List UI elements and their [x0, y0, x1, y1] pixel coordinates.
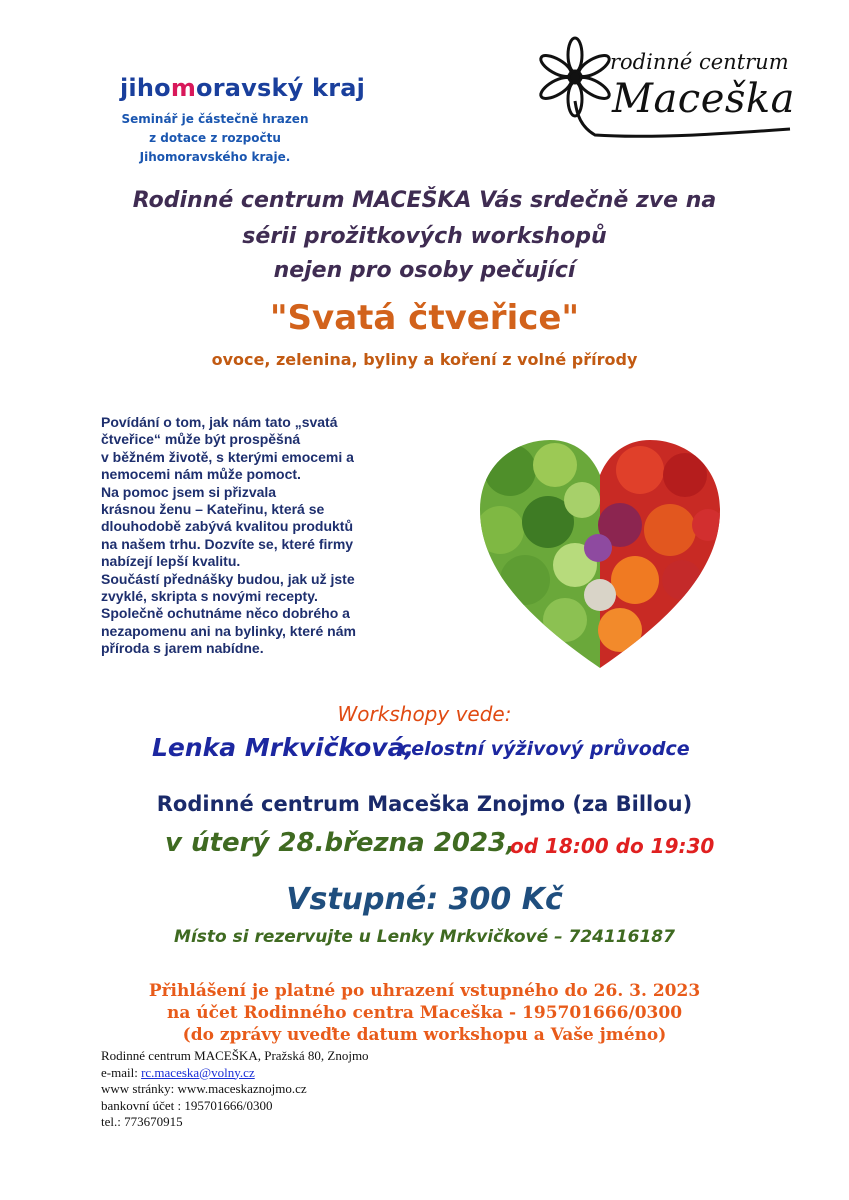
subsidy-line: z dotace z rozpočtu	[149, 131, 281, 145]
description-line: zvyklé, skripta s novými recepty.	[101, 588, 318, 605]
event-description	[101, 414, 411, 658]
event-date: v úterý 28.března 2023,	[165, 828, 516, 858]
payment-line: Přihlášení je platné po uhrazení vstupného do 26. 3. 2023	[148, 981, 701, 1001]
description-line: nabízejí lepší kvalitu.	[101, 553, 241, 570]
email-link[interactable]: rc.maceska@volny.cz	[141, 1064, 255, 1080]
contact-bank: bankovní účet : 195701666/0300	[101, 1097, 273, 1113]
description-line: na našem trhu. Dozvíte se, které firmy	[101, 535, 354, 552]
description-line: dlouhodobě zabývá kvalitou produktů	[101, 518, 354, 535]
leader-role: celostní výživový průvodce	[400, 738, 690, 760]
leader-name: Lenka Mrkvičková,	[152, 733, 414, 762]
reservation-note: Místo si rezervujte u Lenky Mrkvičkové – 724116187	[174, 927, 675, 947]
description-line: příroda s jarem nabídne.	[101, 640, 264, 657]
event-price: Vstupné: 300 Kč	[286, 882, 563, 917]
description-line: nemocemi nám může pomoct.	[101, 466, 301, 483]
description-line: Součástí přednášky budou, jak už jste	[101, 570, 355, 587]
description-line: čtveřice“ může být prospěšná	[101, 431, 301, 448]
region-name-suffix: oravský kraj	[196, 74, 366, 102]
invitation-line: Rodinné centrum MACEŠKA Vás srdečně zve na	[132, 188, 717, 213]
description-line: krásnou ženu – Kateřinu, která se	[101, 501, 325, 518]
description-line: Společně ochutnáme něco dobrého a	[101, 605, 350, 622]
invitation-line: nejen pro osoby pečující	[273, 258, 576, 283]
contact-web: www stránky: www.maceskaznojmo.cz	[101, 1081, 307, 1096]
event-time: od 18:00 do 19:30	[510, 834, 715, 858]
region-logo	[120, 74, 420, 102]
description-line: nezapomenu ani na bylinky, které nám	[101, 622, 356, 639]
contact-address: Rodinné centrum MACEŠKA, Pražská 80, Znojmo	[101, 1048, 369, 1063]
description-line: Na pomoc jsem si přizvala	[101, 483, 277, 500]
logo-main-text: Maceška	[612, 76, 795, 122]
contact-phone: tel.: 773670915	[101, 1114, 183, 1129]
event-place: Rodinné centrum Maceška Znojmo (za Billou)	[156, 792, 693, 816]
event-subtitle: ovoce, zelenina, byliny a koření z volné přírody	[211, 350, 638, 369]
region-name-highlight: m	[170, 74, 197, 102]
logo-top-text: rodinné centrum	[610, 50, 789, 74]
event-title: "Svatá čtveřice"	[269, 298, 580, 338]
region-name	[120, 74, 420, 102]
payment-note	[0, 980, 849, 1046]
subsidy-note	[110, 110, 320, 167]
subsidy-line: Seminář je částečně hrazen	[121, 112, 309, 126]
payment-line: (do zprávy uveďte datum workshopu a Vaše jméno)	[182, 1025, 667, 1045]
invitation-line: sérii prožitkových workshopů	[242, 224, 607, 249]
description-line: v běžném životě, s kterými emocemi a	[101, 448, 354, 465]
vegetable-heart-image	[470, 430, 730, 680]
lead-by-label: Workshopy vede:	[337, 702, 512, 726]
description-line: Povídání o tom, jak nám tato „svatá	[101, 414, 338, 430]
contact-block	[101, 1048, 369, 1131]
payment-line: na účet Rodinného centra Maceška - 195701666/0300	[166, 1003, 683, 1023]
subsidy-line: Jihomoravského kraje.	[139, 150, 291, 164]
contact-email-row	[101, 1065, 369, 1082]
email-label: e-mail:	[101, 1064, 142, 1080]
region-name-prefix: jiho	[120, 74, 171, 102]
